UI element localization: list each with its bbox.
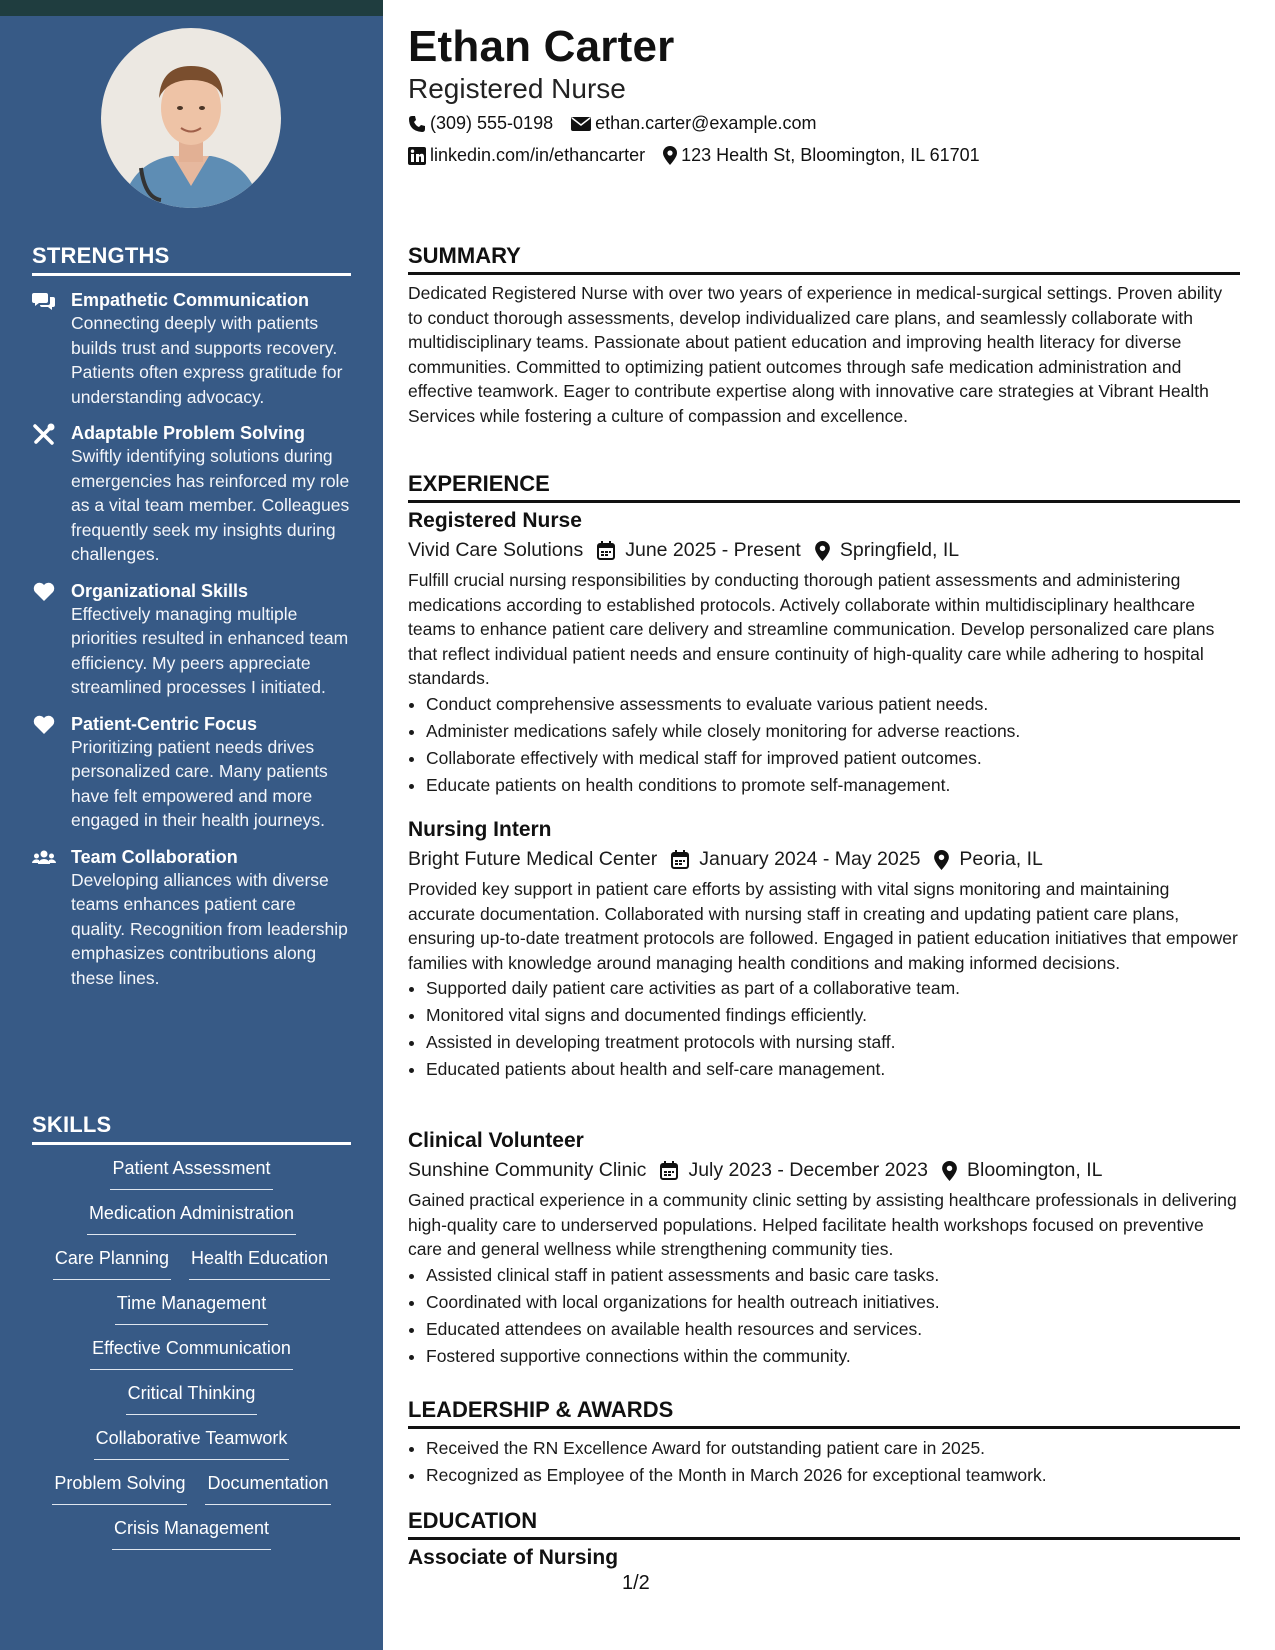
job-entry <box>408 1129 1240 1370</box>
address-text: 123 Health St, Bloomington, IL 61701 <box>681 145 980 165</box>
job-company: Bright Future Medical Center <box>408 848 658 870</box>
phone-contact <box>408 113 553 134</box>
job-bullets <box>408 975 1240 1083</box>
job-location-text: Springfield, IL <box>839 539 960 561</box>
awards-section <box>408 1397 1240 1489</box>
job-entry <box>408 818 1240 1083</box>
strength-title: Organizational Skills <box>71 580 249 601</box>
strength-item <box>32 846 351 991</box>
tools-icon <box>32 423 56 445</box>
summary-heading: SUMMARY <box>408 243 1240 275</box>
summary-section <box>408 243 1240 428</box>
job-dates <box>660 1159 928 1182</box>
job-dates-text: January 2024 - May 2025 <box>699 848 921 870</box>
comments-icon <box>32 290 56 312</box>
job-bullets <box>408 691 1240 799</box>
job-bullets <box>408 1262 1240 1370</box>
list-item: • Supported daily patient care activities as part of a collaborative team. <box>426 975 1240 1002</box>
education-heading: EDUCATION <box>408 1508 1240 1540</box>
contact-row <box>408 145 998 166</box>
strength-item <box>32 422 351 567</box>
heart-icon <box>32 581 56 603</box>
strength-title: Team Collaboration <box>71 846 238 867</box>
phone-icon <box>408 115 426 133</box>
skill-row <box>32 1517 351 1550</box>
strength-desc: Developing alliances with diverse teams enhances patient care quality. Recognition from leadership emphasizes contributions along these lines. <box>71 869 348 988</box>
skill-row <box>32 1157 351 1190</box>
email-text: ethan.carter@example.com <box>595 113 817 133</box>
skill-tag: Effective Communication <box>90 1337 293 1370</box>
strength-title: Patient-Centric Focus <box>71 713 258 734</box>
skill-tag: Critical Thinking <box>126 1382 258 1415</box>
skill-tag: Collaborative Teamwork <box>94 1427 290 1460</box>
skill-row <box>32 1427 351 1460</box>
linkedin-text: linkedin.com/in/ethancarter <box>430 145 646 165</box>
skill-row <box>32 1247 351 1280</box>
sidebar-top-bar <box>0 0 383 16</box>
linkedin-icon <box>408 147 426 165</box>
skill-row <box>32 1472 351 1505</box>
list-item: • Educated patients about health and self-care management. <box>426 1056 1240 1083</box>
page-number: 1/2 <box>622 1572 650 1594</box>
skill-row <box>32 1202 351 1235</box>
degree-title: Associate of Nursing <box>408 1546 619 1569</box>
awards-bullets <box>408 1435 1240 1489</box>
job-company: Vivid Care Solutions <box>408 539 584 561</box>
skill-tag: Medication Administration <box>87 1202 296 1235</box>
sidebar <box>0 0 383 1650</box>
job-description: Gained practical experience in a community clinic setting by assisting healthcare professionals in delivering high-quality care to underserved populations. Helped facilitate health workshops focused on preventive care and general wellness while strengthening community ties. <box>408 1190 1237 1259</box>
strength-title: Adaptable Problem Solving <box>71 423 306 443</box>
skill-row <box>32 1382 351 1415</box>
calendar-icon <box>660 1161 678 1180</box>
strength-desc: Swiftly identifying solutions during emergencies has reinforced my role as a vital team member. Colleagues frequently seek my insights during challenges. <box>71 446 350 564</box>
skill-tag: Patient Assessment <box>110 1157 272 1190</box>
list-item: • Conduct comprehensive assessments to evaluate various patient needs. <box>426 691 1240 718</box>
experience-section <box>408 471 1240 799</box>
skill-row <box>32 1292 351 1325</box>
skills-list <box>32 1157 351 1550</box>
calendar-icon <box>597 541 615 560</box>
job-meta <box>408 539 1240 562</box>
job-company: Sunshine Community Clinic <box>408 1159 647 1181</box>
job-title: Clinical Volunteer <box>408 1129 584 1152</box>
list-item: • Fostered supportive connections within the community. <box>426 1343 1240 1370</box>
skills-section <box>32 1112 351 1550</box>
candidate-name: Ethan Carter <box>408 22 675 71</box>
list-item: • Recognized as Employee of the Month in March 2026 for exceptional teamwork. <box>426 1462 1240 1489</box>
job-title: Nursing Intern <box>408 818 552 841</box>
job-dates <box>597 539 801 562</box>
strength-desc: Connecting deeply with patients builds trust and supports recovery. Patients often express gratitude for understanding advocacy. <box>71 313 343 407</box>
strength-item <box>32 580 351 700</box>
job-location <box>815 539 959 562</box>
location-pin-icon <box>934 850 949 870</box>
skill-row <box>32 1337 351 1370</box>
location-pin-icon <box>663 146 677 165</box>
job-location-text: Peoria, IL <box>959 848 1043 870</box>
strength-desc: Prioritizing patient needs drives personalized care. Many patients have felt empowered and more engaged in their health journeys. <box>71 736 328 830</box>
education-section <box>408 1508 1240 1570</box>
skill-tag: Care Planning <box>53 1247 171 1280</box>
phone-text: (309) 555-0198 <box>430 113 554 133</box>
linkedin-contact <box>408 145 645 166</box>
profile-photo <box>101 28 281 208</box>
job-description: Fulfill crucial nursing responsibilities by conducting thorough patient assessments and administering medications according to established protocols. Actively collaborate within multidisciplinary healthcare teams to enhance patient care delivery and streamline communication. Develop personalized care plans that reflect individual patient needs and ensure continuity of high-quality care while adhering to hospital standards. <box>408 570 1215 688</box>
address-contact <box>663 145 980 166</box>
list-item: • Collaborate effectively with medical staff for improved patient outcomes. <box>426 745 1240 772</box>
skill-tag: Crisis Management <box>112 1517 271 1550</box>
list-item: • Assisted in developing treatment protocols with nursing staff. <box>426 1029 1240 1056</box>
email-contact <box>571 113 816 134</box>
job-meta <box>408 1159 1240 1182</box>
job-dates <box>671 848 920 871</box>
skill-tag: Problem Solving <box>52 1472 187 1505</box>
job-location <box>942 1159 1103 1182</box>
skill-tag: Documentation <box>205 1472 330 1505</box>
strength-item <box>32 713 351 833</box>
list-item: • Coordinated with local organizations for health outreach initiatives. <box>426 1289 1240 1316</box>
job-title: Registered Nurse <box>408 509 582 532</box>
strength-desc: Effectively managing multiple priorities resulted in enhanced team efficiency. My peers appreciate streamlined processes I initiated. <box>71 603 349 697</box>
envelope-icon <box>571 116 591 132</box>
heart-icon <box>32 714 56 736</box>
list-item: • Assisted clinical staff in patient assessments and basic care tasks. <box>426 1262 1240 1289</box>
list-item: • Monitored vital signs and documented findings efficiently. <box>426 1002 1240 1029</box>
strengths-heading: STRENGTHS <box>32 243 351 276</box>
skill-tag: Time Management <box>115 1292 268 1325</box>
awards-heading: LEADERSHIP & AWARDS <box>408 1397 1240 1429</box>
job-dates-text: July 2023 - December 2023 <box>688 1159 928 1181</box>
location-pin-icon <box>815 541 830 561</box>
job-dates-text: June 2025 - Present <box>625 539 801 561</box>
skills-heading: SKILLS <box>32 1112 351 1145</box>
strength-item <box>32 289 351 409</box>
contact-row <box>408 113 834 134</box>
job-description: Provided key support in patient care efforts by assisting with vital signs monitoring and maintaining accurate documentation. Collaborated with nursing staff in creating and updating patient care plans, ensuring up-to-date treatment protocols are followed. Engaged in patient education initiatives that empower families with knowledge around managing health conditions and making informed decisions. <box>408 879 1238 973</box>
calendar-icon <box>671 850 689 869</box>
summary-text: Dedicated Registered Nurse with over two years of experience in medical-surgical settings. Proven ability to conduct thorough assessments, develop individualized care plans, and seamlessly collaborate with multidisciplinary teams. Passionate about patient education and improving health literacy for diverse communities. Committed to optimizing patient outcomes through safe medication administration and effective teamwork. Eager to contribute expertise along with innovative care strategies at Vibrant Health Services while fostering a culture of compassion and excellence. <box>408 283 1223 426</box>
users-icon <box>32 847 56 869</box>
strength-title: Empathetic Communication <box>71 290 310 310</box>
job-meta <box>408 848 1240 871</box>
candidate-title: Registered Nurse <box>408 73 626 104</box>
list-item: • Administer medications safely while closely monitoring for adverse reactions. <box>426 718 1240 745</box>
location-pin-icon <box>942 1161 957 1181</box>
skill-tag: Health Education <box>189 1247 330 1280</box>
job-location <box>934 848 1042 871</box>
list-item: • Received the RN Excellence Award for outstanding patient care in 2025. <box>426 1435 1240 1462</box>
list-item: • Educated attendees on available health resources and services. <box>426 1316 1240 1343</box>
strengths-section <box>32 243 351 990</box>
list-item: • Educate patients on health conditions to promote self-management. <box>426 772 1240 799</box>
job-location-text: Bloomington, IL <box>967 1159 1103 1181</box>
experience-heading: EXPERIENCE <box>408 471 1240 503</box>
job-entry <box>408 509 1240 799</box>
